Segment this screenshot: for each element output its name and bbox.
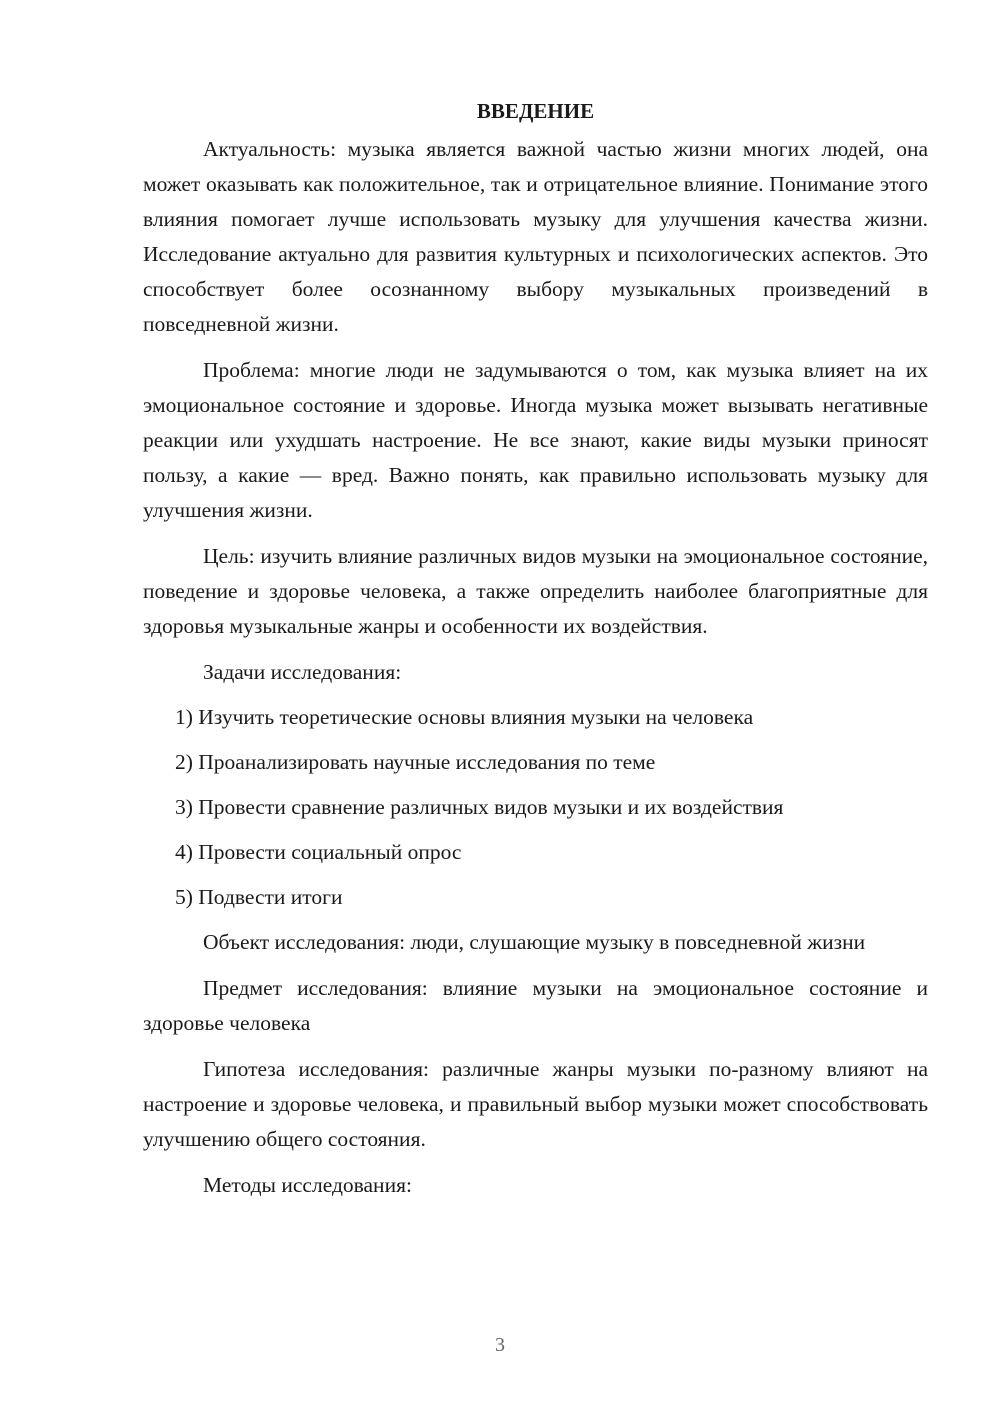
methods-heading: Методы исследования: (203, 1173, 412, 1197)
task-item: 4) Провести социальный опрос (175, 840, 462, 864)
section-title: ВВЕДЕНИЕ (476, 99, 595, 123)
document-page (143, 96, 928, 1213)
tasks-heading: Задачи исследования: (203, 660, 402, 684)
goal-paragraph: Цель: изучить влияние различных видов музыки на эмоциональное состояние, поведение и здоровье человека, а также определить наиболее благоприятные для здоровья музыкальные жанры и особенности их воздействия. (143, 544, 928, 638)
object-paragraph: Объект исследования: люди, слушающие музыку в повседневной жизни (203, 930, 866, 954)
page-number: 3 (495, 1334, 505, 1356)
task-item: 2) Проанализировать научные исследования по теме (175, 750, 656, 774)
hypothesis-paragraph: Гипотеза исследования: различные жанры музыки по-разному влияют на настроение и здоровье человека, и правильный выбор музыки может способствовать улучшению общего состояния. (143, 1057, 928, 1151)
task-item: 5) Подвести итоги (175, 885, 343, 909)
task-item: 3) Провести сравнение различных видов музыки и их воздействия (175, 795, 784, 819)
tasks-list (143, 700, 928, 915)
relevance-paragraph: Актуальность: музыка является важной частью жизни многих людей, она может оказывать как положительное, так и отрицательное влияние. Понимание этого влияния помогает лучше использовать музыку для улучшения качества жизни. Исследование актуально для развития культурных и психологических аспектов. Это способствует более осознанному выбору музыкальных произведений в повседневной жизни. (143, 137, 928, 336)
task-item: 1) Изучить теоретические основы влияния музыки на человека (175, 705, 754, 729)
subject-paragraph: Предмет исследования: влияние музыки на эмоциональное состояние и здоровье человека (143, 976, 928, 1035)
problem-paragraph: Проблема: многие люди не задумываются о том, как музыка влияет на их эмоциональное состояние и здоровье. Иногда музыка может вызывать негативные реакции или ухудшать настроение. Не все знают, какие виды музыки приносят пользу, а какие — вред. Важно понять, как правильно использовать музыку для улучшения жизни. (143, 358, 928, 522)
